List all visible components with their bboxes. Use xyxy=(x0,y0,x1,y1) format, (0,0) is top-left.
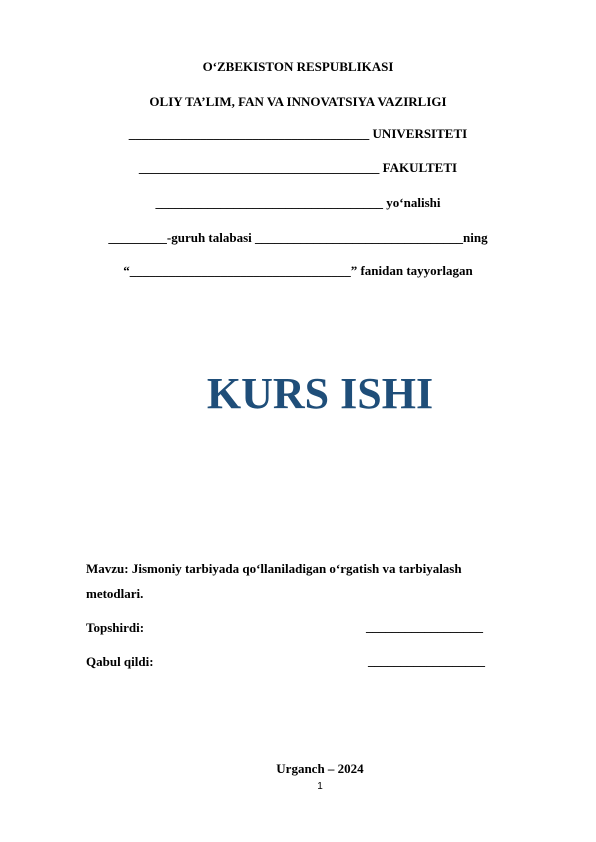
university-line xyxy=(0,126,596,142)
republic-heading: O‘ZBEKISTON RESPUBLIKASI xyxy=(202,59,394,74)
topic-label: Mavzu: xyxy=(86,561,129,576)
direction-label: yo‘nalishi xyxy=(383,195,441,210)
topic-text: Jismoniy tarbiyada qo‘llaniladigan o‘rgatish va tarbiyalash metodlari. xyxy=(86,561,462,601)
subject-open-quote: “ xyxy=(123,263,130,278)
ministry-heading: OLIY TA’LIM, FAN VA INNOVATSIYA VAZIRLIGI xyxy=(149,94,447,109)
subject-line xyxy=(0,263,596,279)
direction-blank: ___________________________________ xyxy=(155,195,384,210)
subject-label: ” fanidan tayyorlagan xyxy=(350,263,473,278)
place-year: Urganch – 2024 xyxy=(276,761,364,776)
topic-paragraph xyxy=(86,556,516,606)
student-suffix: ning xyxy=(463,230,488,245)
university-label: UNIVERSITETI xyxy=(369,126,468,141)
subject-blank: __________________________________ xyxy=(129,263,351,278)
university-blank: _____________________________________ xyxy=(128,126,370,141)
submitted-label: Topshirdi: xyxy=(86,620,145,635)
accepted-signature-blank: __________________ xyxy=(368,653,485,668)
accepted-label: Qabul qildi: xyxy=(86,654,154,669)
student-blank: ________________________________ xyxy=(255,230,464,245)
student-line xyxy=(0,230,596,246)
direction-line xyxy=(0,195,596,211)
page-number: 1 xyxy=(317,781,323,792)
faculty-label: FAKULTETI xyxy=(379,160,458,175)
submitted-signature-blank: __________________ xyxy=(366,619,483,634)
group-blank: _________ xyxy=(108,230,167,245)
group-label: -guruh talabasi xyxy=(166,230,256,245)
faculty-blank: _____________________________________ xyxy=(138,160,380,175)
faculty-line xyxy=(0,160,596,176)
document-title: KURS ISHI xyxy=(206,369,434,418)
